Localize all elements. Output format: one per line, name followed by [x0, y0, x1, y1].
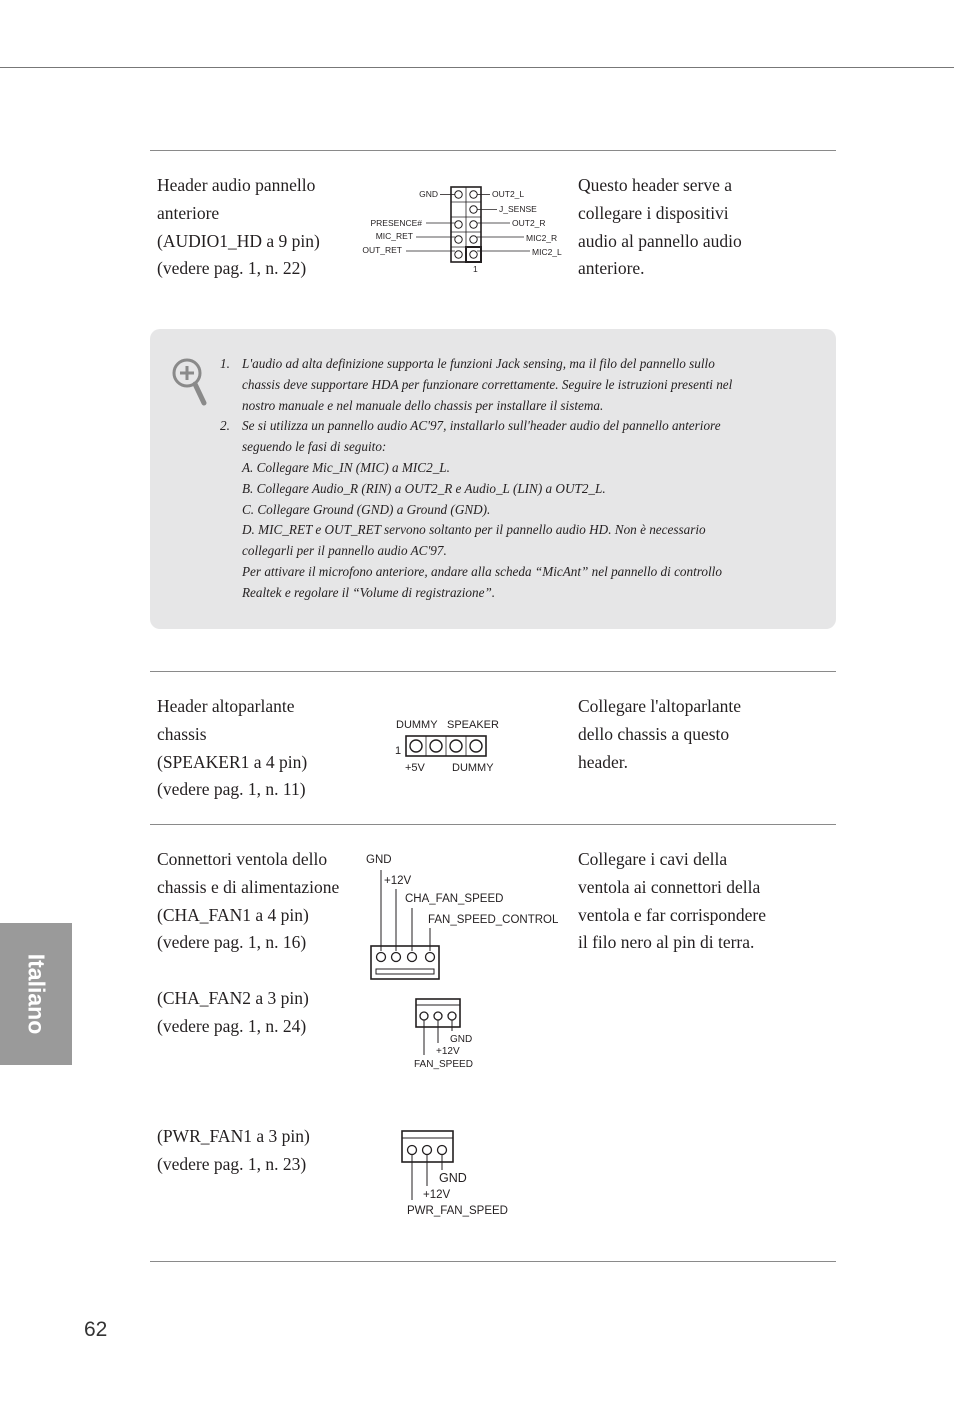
audio-header-pin-diagram [360, 180, 570, 280]
pin-label: GND [419, 189, 438, 199]
text-line: chassis [157, 723, 207, 744]
language-side-tab [0, 923, 72, 1065]
text-line: Connettori ventola dello [157, 849, 328, 869]
page-number: 62 [84, 1318, 108, 1341]
pin-label: +12V [384, 875, 412, 887]
text-line: (vedere pag. 1, n. 11) [157, 779, 306, 800]
text-line: (SPEAKER1 a 4 pin) [157, 751, 308, 772]
text-line: Questo header serve a [578, 175, 733, 195]
note-line: chassis deve supportare HDA per funzionare correttamente. Seguire le istruzioni presenti nel [242, 376, 733, 392]
note-list [220, 354, 732, 604]
pin-label: +5V [405, 762, 425, 774]
text-line: dello chassis a questo [578, 723, 730, 744]
pin-label: MIC2_L [532, 247, 562, 257]
fan-connectors-title [157, 846, 339, 957]
list-number: 2. [220, 418, 230, 434]
text-line: (vedere pag. 1, n. 24) [157, 1015, 307, 1036]
pin-one-label: 1 [395, 745, 402, 757]
note-line: nostro manuale e nel manuale dello chassis per installare il sistema. [242, 397, 604, 413]
pin-label: GND [439, 1171, 467, 1185]
note-line: A. Collegare Mic_IN (MIC) a MIC2_L. [242, 459, 450, 475]
text-line: (vedere pag. 1, n. 22) [157, 258, 307, 279]
note-line: Se si utilizza un pannello audio AC'97, installarlo sull'header audio del pannello anteriore [242, 418, 721, 434]
pin-label: +12V [423, 1189, 451, 1201]
speaker-header-description [578, 693, 741, 776]
pin-label: PRESENCE# [370, 218, 422, 228]
text-line: header. [578, 751, 629, 772]
cha-fan2-pin-diagram [410, 995, 500, 1075]
note-line: Realtek e regolare il “Volume di registrazione”. [242, 584, 496, 600]
text-line: audio al pannello audio [578, 230, 742, 251]
text-line: anteriore. [578, 258, 645, 279]
pin-label: MIC_RET [375, 231, 413, 241]
note-line: B. Collegare Audio_R (RIN) a OUT2_R e Audio_L (LIN) a OUT2_L. [242, 480, 606, 496]
magnifier-plus-icon [170, 356, 210, 408]
note-item [220, 416, 732, 603]
text-line: (CHA_FAN2 a 3 pin) [157, 988, 309, 1008]
note-item [220, 354, 732, 416]
header-rule [0, 67, 954, 68]
cha-fan2-title [157, 985, 309, 1041]
pin-label: PWR_FAN_SPEED [407, 1205, 508, 1217]
text-line: (vedere pag. 1, n. 23) [157, 1153, 307, 1174]
text-line: (AUDIO1_HD a 9 pin) [157, 230, 320, 251]
section-divider [150, 150, 836, 151]
text-line: Header altoparlante [157, 696, 295, 716]
pin-label: J_SENSE [499, 204, 537, 214]
text-line: collegare i dispositivi [578, 202, 729, 223]
note-line: collegarli per il pannello audio AC'97. [242, 543, 447, 559]
pin-label: GND [366, 854, 392, 866]
pin-label: +12V [436, 1046, 460, 1057]
list-number: 1. [220, 356, 230, 371]
text-line: ventola ai connettori della [578, 876, 761, 897]
text-line: Header audio pannello [157, 175, 316, 195]
speaker-header-pin-diagram [390, 712, 520, 780]
note-line: Per attivare il microfono anteriore, andare alla scheda “MicAnt” nel pannello di controllo [242, 563, 722, 579]
note-line: D. MIC_RET e OUT_RET servono soltanto per il pannello audio HD. Non è necessario [242, 522, 706, 538]
text-line: Collegare l'altoparlante [578, 696, 742, 716]
pin-label: GND [450, 1034, 473, 1045]
pin-label: DUMMY [452, 762, 494, 774]
text-line: (PWR_FAN1 a 3 pin) [157, 1126, 310, 1146]
cha-fan1-pin-diagram [362, 848, 572, 988]
pin-label: OUT_RET [362, 245, 402, 255]
section-divider [150, 824, 836, 825]
pin-label: MIC2_R [526, 233, 558, 243]
audio-header-description [578, 172, 742, 283]
text-line: chassis e di alimentazione [157, 876, 340, 897]
note-line: C. Collegare Ground (GND) a Ground (GND). [242, 501, 491, 517]
pin-label: OUT2_L [492, 189, 525, 199]
text-line: anteriore [157, 202, 220, 223]
text-line: ventola e far corrispondere [578, 904, 767, 925]
note-line: seguendo le fasi di seguito: [242, 439, 387, 455]
pin-label: CHA_FAN_SPEED [405, 893, 504, 905]
pin-label: FAN_SPEED [414, 1059, 473, 1070]
pin-label: DUMMY [396, 719, 438, 731]
section-divider [150, 671, 836, 672]
note-line: L'audio ad alta definizione supporta le funzioni Jack sensing, ma il filo del pannello sullo [242, 356, 715, 371]
side-tab-label: Italiano [23, 953, 50, 1035]
speaker-header-title [157, 693, 307, 804]
audio-header-title [157, 172, 320, 283]
pin-one-label: 1 [473, 264, 478, 274]
text-line: (vedere pag. 1, n. 16) [157, 932, 307, 953]
pwr-fan-title [157, 1123, 310, 1179]
pin-label: OUT2_R [512, 218, 546, 228]
pin-label: FAN_SPEED_CONTROL [428, 914, 559, 926]
pwr-fan-pin-diagram [398, 1128, 528, 1222]
fan-connectors-description [578, 846, 766, 957]
text-line: il filo nero al pin di terra. [578, 932, 755, 953]
section-divider [150, 1261, 836, 1262]
text-line: (CHA_FAN1 a 4 pin) [157, 904, 309, 925]
text-line: Collegare i cavi della [578, 849, 728, 869]
pin-label: SPEAKER [447, 719, 499, 731]
